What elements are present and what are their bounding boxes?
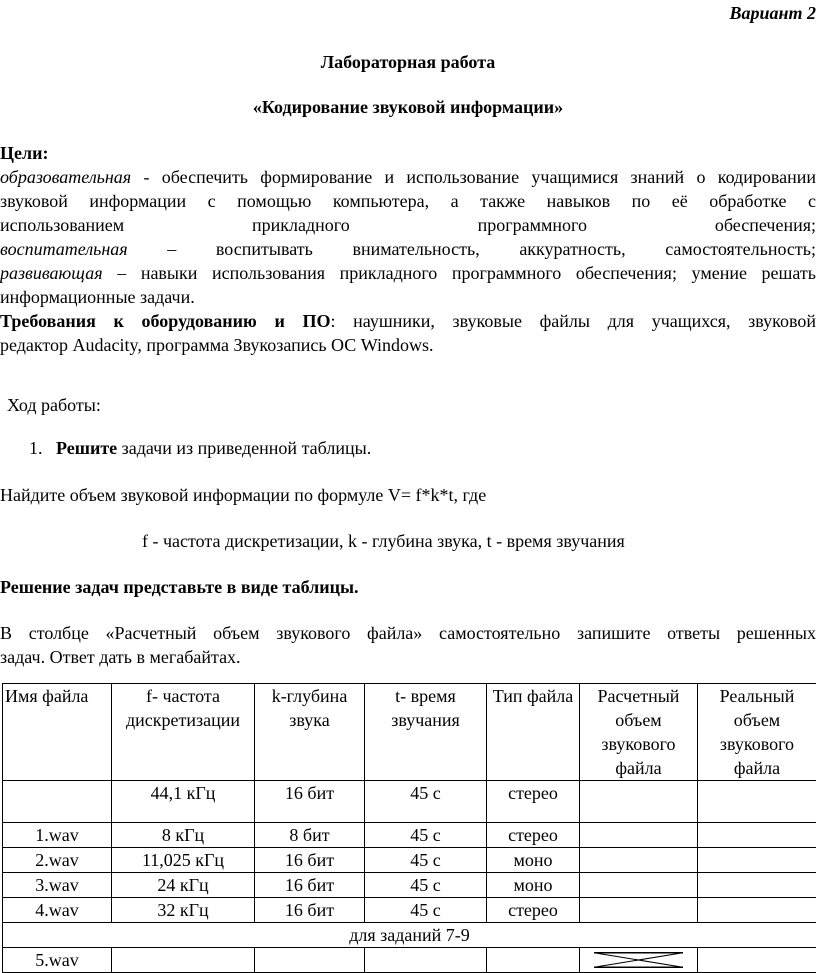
cell-real-size[interactable]	[698, 823, 816, 848]
requirements-text: : наушники, звуковые файлы для учащихся, звуковой	[331, 311, 816, 331]
cell-depth: 8 бит	[255, 823, 365, 848]
cell-frequency: 32 кГц	[112, 898, 255, 923]
cell-empty	[487, 948, 580, 973]
crossed-out-cell	[580, 948, 698, 973]
goals-block	[0, 165, 816, 357]
cell-depth: 16 бит	[255, 898, 365, 923]
cell-real-size[interactable]	[698, 848, 816, 873]
step-1-text: задачи из приведенной таблицы.	[117, 438, 371, 458]
goals-line-6: информационные задачи.	[0, 285, 816, 309]
cell-file-name: 4.wav	[3, 898, 112, 923]
tasks-table	[2, 683, 816, 973]
table-row	[3, 823, 816, 848]
column-note-line-1: В столбце «Расчетный объем звукового файла» самостоятельно запишите ответы решенных	[0, 621, 816, 645]
step-1-number: 1.	[29, 438, 43, 458]
cell-empty	[255, 948, 365, 973]
cell-frequency: 8 кГц	[112, 823, 255, 848]
cell-file-name: 3.wav	[3, 873, 112, 898]
table-row	[3, 898, 816, 923]
cell-calculated-size[interactable]	[580, 823, 698, 848]
cell-file-name: 5.wav	[3, 948, 112, 973]
header-real-size: Реальный объем звукового файла	[698, 684, 816, 781]
cell-type: стерео	[487, 781, 580, 823]
header-depth: k-глубина звука	[255, 684, 365, 781]
document-subtitle: «Кодирование звуковой информации»	[0, 95, 816, 119]
cell-empty	[3, 781, 112, 823]
cell-real-size[interactable]	[698, 781, 816, 823]
cell-time: 45 с	[365, 873, 487, 898]
cell-time: 45 с	[365, 823, 487, 848]
column-note	[0, 621, 816, 669]
cross-mark	[580, 948, 697, 972]
cell-type: стерео	[487, 823, 580, 848]
cell-calculated-size[interactable]	[580, 873, 698, 898]
cell-depth: 16 бит	[255, 873, 365, 898]
cell-depth: 16 бит	[255, 781, 365, 823]
cell-depth: 16 бит	[255, 848, 365, 873]
column-note-line-2: задач. Ответ дать в мегабайтах.	[0, 645, 816, 669]
goals-line-5	[0, 261, 816, 285]
table-example-row	[3, 781, 816, 823]
table-row	[3, 948, 816, 973]
header-time: t- время звучания	[365, 684, 487, 781]
goals-line-4	[0, 237, 816, 261]
goal-upbringing-label: воспитательная	[0, 239, 128, 259]
variant-label: Вариант 2	[0, 1, 816, 25]
cell-calculated-size[interactable]	[580, 781, 698, 823]
cell-calculated-size[interactable]	[580, 898, 698, 923]
goal-upbringing-text: – воспитывать внимательность, аккуратность, самостоятельность;	[128, 239, 816, 259]
tasks-note: для заданий 7-9	[3, 923, 816, 948]
goals-heading: Цели:	[0, 141, 816, 165]
formula-line: Найдите объем звуковой информации по формуле V= f*k*t, где	[0, 483, 816, 507]
goals-line-3: использованием прикладного программного обеспечения;	[0, 213, 816, 237]
table-row	[3, 873, 816, 898]
goal-educational-label: образовательная	[0, 167, 131, 187]
cell-real-size[interactable]	[698, 873, 816, 898]
cell-frequency: 11,025 кГц	[112, 848, 255, 873]
header-calculated-size: Расчетный объем звукового файла	[580, 684, 698, 781]
requirements-line-1	[0, 309, 816, 333]
header-frequency: f- частота дискретизации	[112, 684, 255, 781]
table-row	[3, 848, 816, 873]
cell-file-name: 2.wav	[3, 848, 112, 873]
cell-time: 45 с	[365, 848, 487, 873]
cell-frequency: 24 кГц	[112, 873, 255, 898]
cell-time: 45 с	[365, 898, 487, 923]
table-section-row	[3, 923, 816, 948]
cell-empty	[365, 948, 487, 973]
cell-time: 45 с	[365, 781, 487, 823]
cell-empty	[698, 948, 816, 973]
goals-line-1	[0, 165, 816, 189]
requirements-line-2: редактор Audacity, программа Звукозапись ОС Windows.	[0, 333, 816, 357]
progress-heading: Ход работы:	[7, 393, 816, 417]
cell-type: моно	[487, 848, 580, 873]
cell-empty	[112, 948, 255, 973]
cell-real-size[interactable]	[698, 898, 816, 923]
goal-developing-label: развивающая	[0, 263, 103, 283]
document-title: Лабораторная работа	[0, 50, 816, 74]
step-1-bold: Решите	[56, 438, 117, 458]
goal-developing-text: – навыки использования прикладного программного обеспечения; умение решать	[103, 263, 816, 283]
goal-educational-text: - обеспечить формирование и использование учащимися знаний о кодировании	[131, 167, 816, 187]
cell-calculated-size[interactable]	[580, 848, 698, 873]
cell-file-name: 1.wav	[3, 823, 112, 848]
requirements-label: Требования к оборудованию и ПО	[0, 311, 331, 331]
step-1	[29, 436, 809, 460]
table-header-row	[3, 684, 816, 781]
cell-type: стерео	[487, 898, 580, 923]
cell-type: моно	[487, 873, 580, 898]
formula-legend: f - частота дискретизации, k - глубина звука, t - время звучания	[142, 529, 812, 553]
goals-line-2: звуковой информации с помощью компьютера, а также навыков по её обработке с	[0, 189, 816, 213]
table-instruction: Решение задач представьте в виде таблицы.	[0, 575, 816, 599]
header-type: Тип файла	[487, 684, 580, 781]
cell-frequency: 44,1 кГц	[112, 781, 255, 823]
header-file-name: Имя файла	[3, 684, 112, 781]
